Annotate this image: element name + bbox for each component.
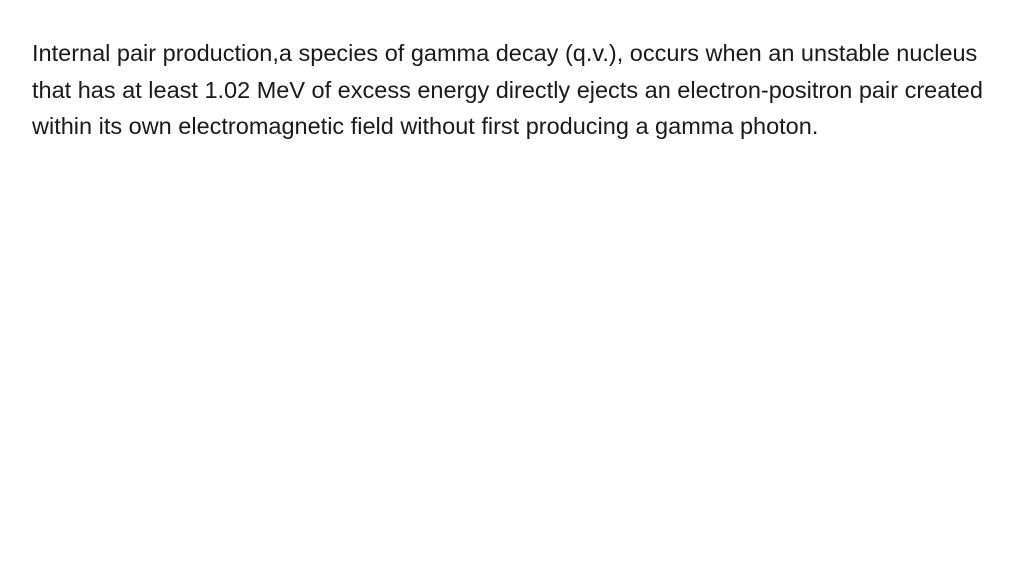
slide-body-text: Internal pair production,a species of gamma decay (q.v.), occurs when an unstable nucleus that has at least 1.02 MeV of excess energy directly ejects an electron-positron pair created within its own electromagnetic field without first producing a gamma photon. (32, 40, 983, 139)
